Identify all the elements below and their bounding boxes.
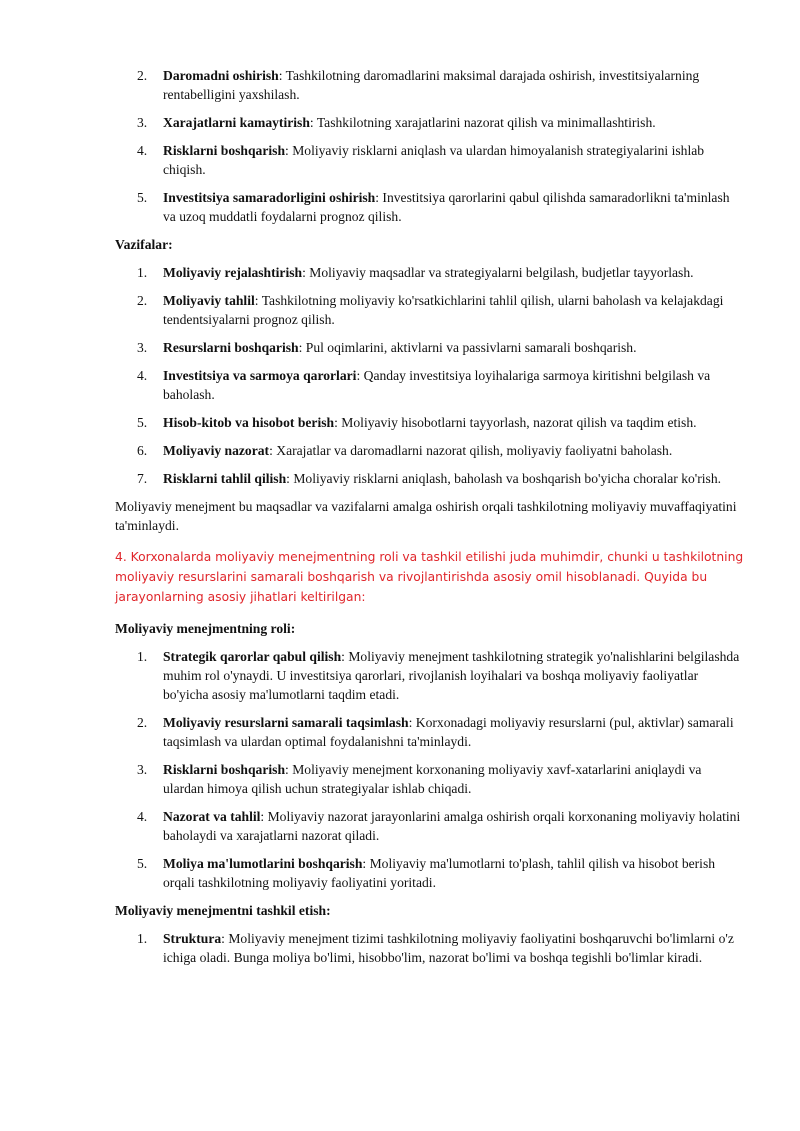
item-number: 5. bbox=[137, 856, 148, 871]
list-item bbox=[115, 807, 745, 845]
list-item bbox=[115, 760, 745, 798]
item-text: : Moliyaviy risklarni aniqlash, baholash va boshqarish bo'yicha choralar ko'rish. bbox=[286, 471, 722, 486]
item-number: 3. bbox=[137, 762, 148, 777]
item-text: : Pul oqimlarini, aktivlarni va passivlarni samarali boshqarish. bbox=[298, 340, 637, 355]
list-item bbox=[115, 366, 745, 404]
item-number: 4. bbox=[137, 809, 148, 824]
item-title: Struktura bbox=[163, 931, 222, 946]
item-text: : Tashkilotning moliyaviy ko'rsatkichlarini tahlil qilish, ularni baholash va kelajakdagi tendentsiyalarni prognoz qilish. bbox=[163, 293, 724, 327]
item-title: Hisob-kitob va hisobot berish bbox=[163, 415, 335, 430]
role-list bbox=[115, 647, 745, 892]
list-item bbox=[115, 469, 745, 488]
list-item bbox=[115, 713, 745, 751]
item-number: 4. bbox=[137, 143, 148, 158]
list-item bbox=[115, 338, 745, 357]
item-text: : Moliyaviy maqsadlar va strategiyalarni belgilash, budjetlar tayyorlash. bbox=[302, 265, 694, 280]
item-number: 2. bbox=[137, 68, 148, 83]
item-text: : Moliyaviy menejment korxonaning moliyaviy xavf-xatarlarini aniqlaydi va ulardan himoya qilish uchun strategiyalar ishlab chiqadi. bbox=[163, 762, 702, 796]
list-item bbox=[115, 854, 745, 892]
item-title: Investitsiya samaradorligini oshirish bbox=[163, 190, 376, 205]
item-title: Daromadni oshirish bbox=[163, 68, 279, 83]
section-heading-vazifalar: Vazifalar: bbox=[115, 237, 173, 252]
item-number: 3. bbox=[137, 340, 148, 355]
item-title: Risklarni tahlil qilish bbox=[163, 471, 287, 486]
item-number: 1. bbox=[137, 649, 148, 664]
highlighted-paragraph: 4. Korxonalarda moliyaviy menejmentning roli va tashkil etilishi juda muhimdir, chunki u tashkilotning moliyaviy resurslarini samarali boshqarish va rivojlantirishda asosiy omil hisoblanadi. Quyida bu jarayonlarning asosiy jihatlari keltirilgan: bbox=[115, 550, 744, 604]
list-item bbox=[115, 263, 745, 282]
tasks-list bbox=[115, 263, 745, 488]
list-item bbox=[115, 929, 745, 967]
item-text: : Qanday investitsiya loyihalariga sarmoya kiritishni belgilash va baholash. bbox=[163, 368, 711, 402]
item-text: : Moliyaviy menejment tashkilotning strategik yo'nalishlarini belgilashda muhim rol o'ynaydi. U investitsiya qarorlari, rivojlanish loyihalari va boshqa moliyaviy faoliyatlar bo'yicha asosiy ma'lumotlarni taqdim etadi. bbox=[163, 649, 740, 702]
section-heading-tashkil: Moliyaviy menejmentni tashkil etish: bbox=[115, 903, 331, 918]
item-text: : Moliyaviy ma'lumotlarni to'plash, tahlil qilish va hisobot berish orqali tashkilotning moliyaviy faoliyatini yoritadi. bbox=[163, 856, 716, 890]
item-text: : Tashkilotning xarajatlarini nazorat qilish va minimallashtirish. bbox=[309, 115, 656, 130]
document-body bbox=[115, 66, 745, 976]
list-item bbox=[115, 647, 745, 704]
item-number: 1. bbox=[137, 931, 148, 946]
item-text: : Investitsiya qarorlarini qabul qilishda samaradorlikni ta'minlash va uzoq muddatli foydalarni prognoz qilish. bbox=[163, 190, 730, 224]
item-text: : Korxonadagi moliyaviy resurslarni (pul, aktivlar) samarali taqsimlash va ulardan optimal foydalanishni ta'minlaydi. bbox=[163, 715, 734, 749]
goals-list bbox=[115, 66, 745, 226]
item-title: Strategik qarorlar qabul qilish bbox=[163, 649, 342, 664]
item-title: Moliyaviy tahlil bbox=[163, 293, 255, 308]
item-text: : Moliyaviy nazorat jarayonlarini amalga oshirish orqali korxonaning moliyaviy holatini baholaydi va xarajatlarni nazorat qiladi. bbox=[163, 809, 741, 843]
list-item bbox=[115, 291, 745, 329]
item-text: : Moliyaviy risklarni aniqlash va ulardan himoyalanish strategiyalarini ishlab chiqish. bbox=[163, 143, 705, 177]
list-item bbox=[115, 188, 745, 226]
item-text: : Moliyaviy menejment tizimi tashkilotning moliyaviy faoliyatini boshqaruvchi bo'limlarni o'z ichiga oladi. Bunga moliya bo'limi, hisobbo'lim, nazorat bo'limi va boshqa tegishli bo'limlar kiradi. bbox=[163, 931, 734, 965]
item-title: Moliyaviy nazorat bbox=[163, 443, 270, 458]
item-number: 7. bbox=[137, 471, 148, 486]
item-title: Resurslarni boshqarish bbox=[163, 340, 299, 355]
item-number: 4. bbox=[137, 368, 148, 383]
list-item bbox=[115, 66, 745, 104]
item-title: Moliyaviy resurslarni samarali taqsimlash bbox=[163, 715, 409, 730]
list-item bbox=[115, 113, 745, 132]
item-number: 1. bbox=[137, 265, 148, 280]
list-item bbox=[115, 441, 745, 460]
list-item bbox=[115, 141, 745, 179]
item-title: Investitsiya va sarmoya qarorlari bbox=[163, 368, 357, 383]
item-number: 5. bbox=[137, 415, 148, 430]
item-title: Moliyaviy rejalashtirish bbox=[163, 265, 303, 280]
item-number: 2. bbox=[137, 293, 148, 308]
item-title: Risklarni boshqarish bbox=[163, 143, 286, 158]
item-text: : Moliyaviy hisobotlarni tayyorlash, nazorat qilish va taqdim etish. bbox=[334, 415, 697, 430]
list-item bbox=[115, 413, 745, 432]
item-text: : Xarajatlar va daromadlarni nazorat qilish, moliyaviy faoliyatni baholash. bbox=[269, 443, 673, 458]
item-title: Moliya ma'lumotlarini boshqarish bbox=[163, 856, 363, 871]
item-text: : Tashkilotning daromadlarini maksimal darajada oshirish, investitsiyalarning rentabelligini yaxshilash. bbox=[163, 68, 700, 102]
item-number: 2. bbox=[137, 715, 148, 730]
summary-paragraph: Moliyaviy menejment bu maqsadlar va vazifalarni amalga oshirish orqali tashkilotning moliyaviy muvaffaqiyatini ta'minlaydi. bbox=[115, 499, 737, 533]
item-title: Risklarni boshqarish bbox=[163, 762, 286, 777]
section-heading-roli: Moliyaviy menejmentning roli: bbox=[115, 621, 296, 636]
item-title: Nazorat va tahlil bbox=[163, 809, 261, 824]
item-number: 3. bbox=[137, 115, 148, 130]
item-number: 6. bbox=[137, 443, 148, 458]
item-number: 5. bbox=[137, 190, 148, 205]
item-title: Xarajatlarni kamaytirish bbox=[163, 115, 310, 130]
organization-list bbox=[115, 929, 745, 967]
